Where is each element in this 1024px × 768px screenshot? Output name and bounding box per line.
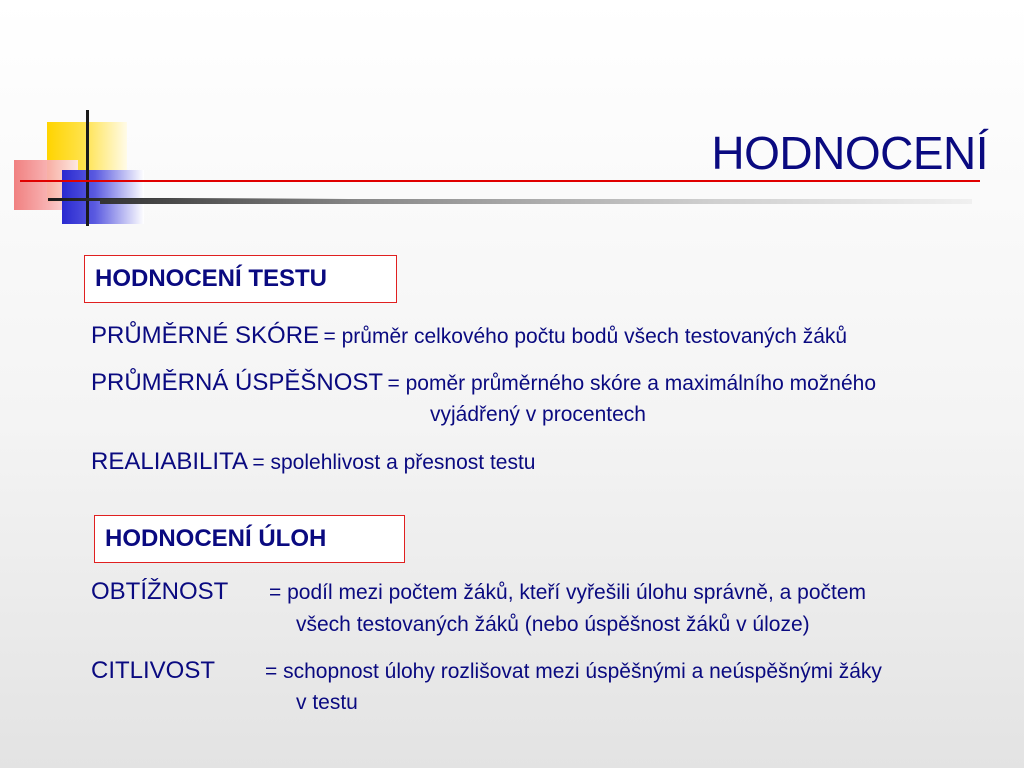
definition-continuation: vyjádřený v procentech xyxy=(430,403,646,426)
term-label: PRŮMĚRNÉ SKÓRE xyxy=(91,322,320,349)
definition-row xyxy=(91,369,876,397)
definition-text: = průměr celkového počtu bodů všech testovaných žáků xyxy=(323,325,848,348)
section-heading-tasks: HODNOCENÍ ÚLOH xyxy=(94,515,405,563)
term-label: OBTÍŽNOST xyxy=(91,578,229,605)
section-heading-test: HODNOCENÍ TESTU xyxy=(84,255,397,303)
definition-text: = spolehlivost a přesnost testu xyxy=(252,451,536,474)
title-red-rule xyxy=(20,180,980,182)
term-label: PRŮMĚRNÁ ÚSPĚŠNOST xyxy=(91,369,384,396)
definition-row xyxy=(91,322,847,350)
logo-blue-square xyxy=(62,170,144,224)
definition-text: = podíl mezi počtem žáků, kteří vyřešili úlohu správně, a počtem xyxy=(269,581,867,604)
term-label: REALIABILITA xyxy=(91,448,248,475)
term-label: CITLIVOST xyxy=(91,657,216,684)
logo-vertical-line xyxy=(86,110,89,226)
title-grey-rule xyxy=(100,199,972,204)
definition-continuation: v testu xyxy=(296,691,358,714)
slide-title: HODNOCENÍ xyxy=(711,127,988,179)
definition-text: = schopnost úlohy rozlišovat mezi úspěšnými a neúspěšnými žáky xyxy=(265,660,882,683)
definition-row xyxy=(91,448,536,476)
definition-text: = poměr průměrného skóre a maximálního možného xyxy=(387,372,876,395)
definition-continuation: všech testovaných žáků (nebo úspěšnost žáků v úloze) xyxy=(296,613,810,636)
